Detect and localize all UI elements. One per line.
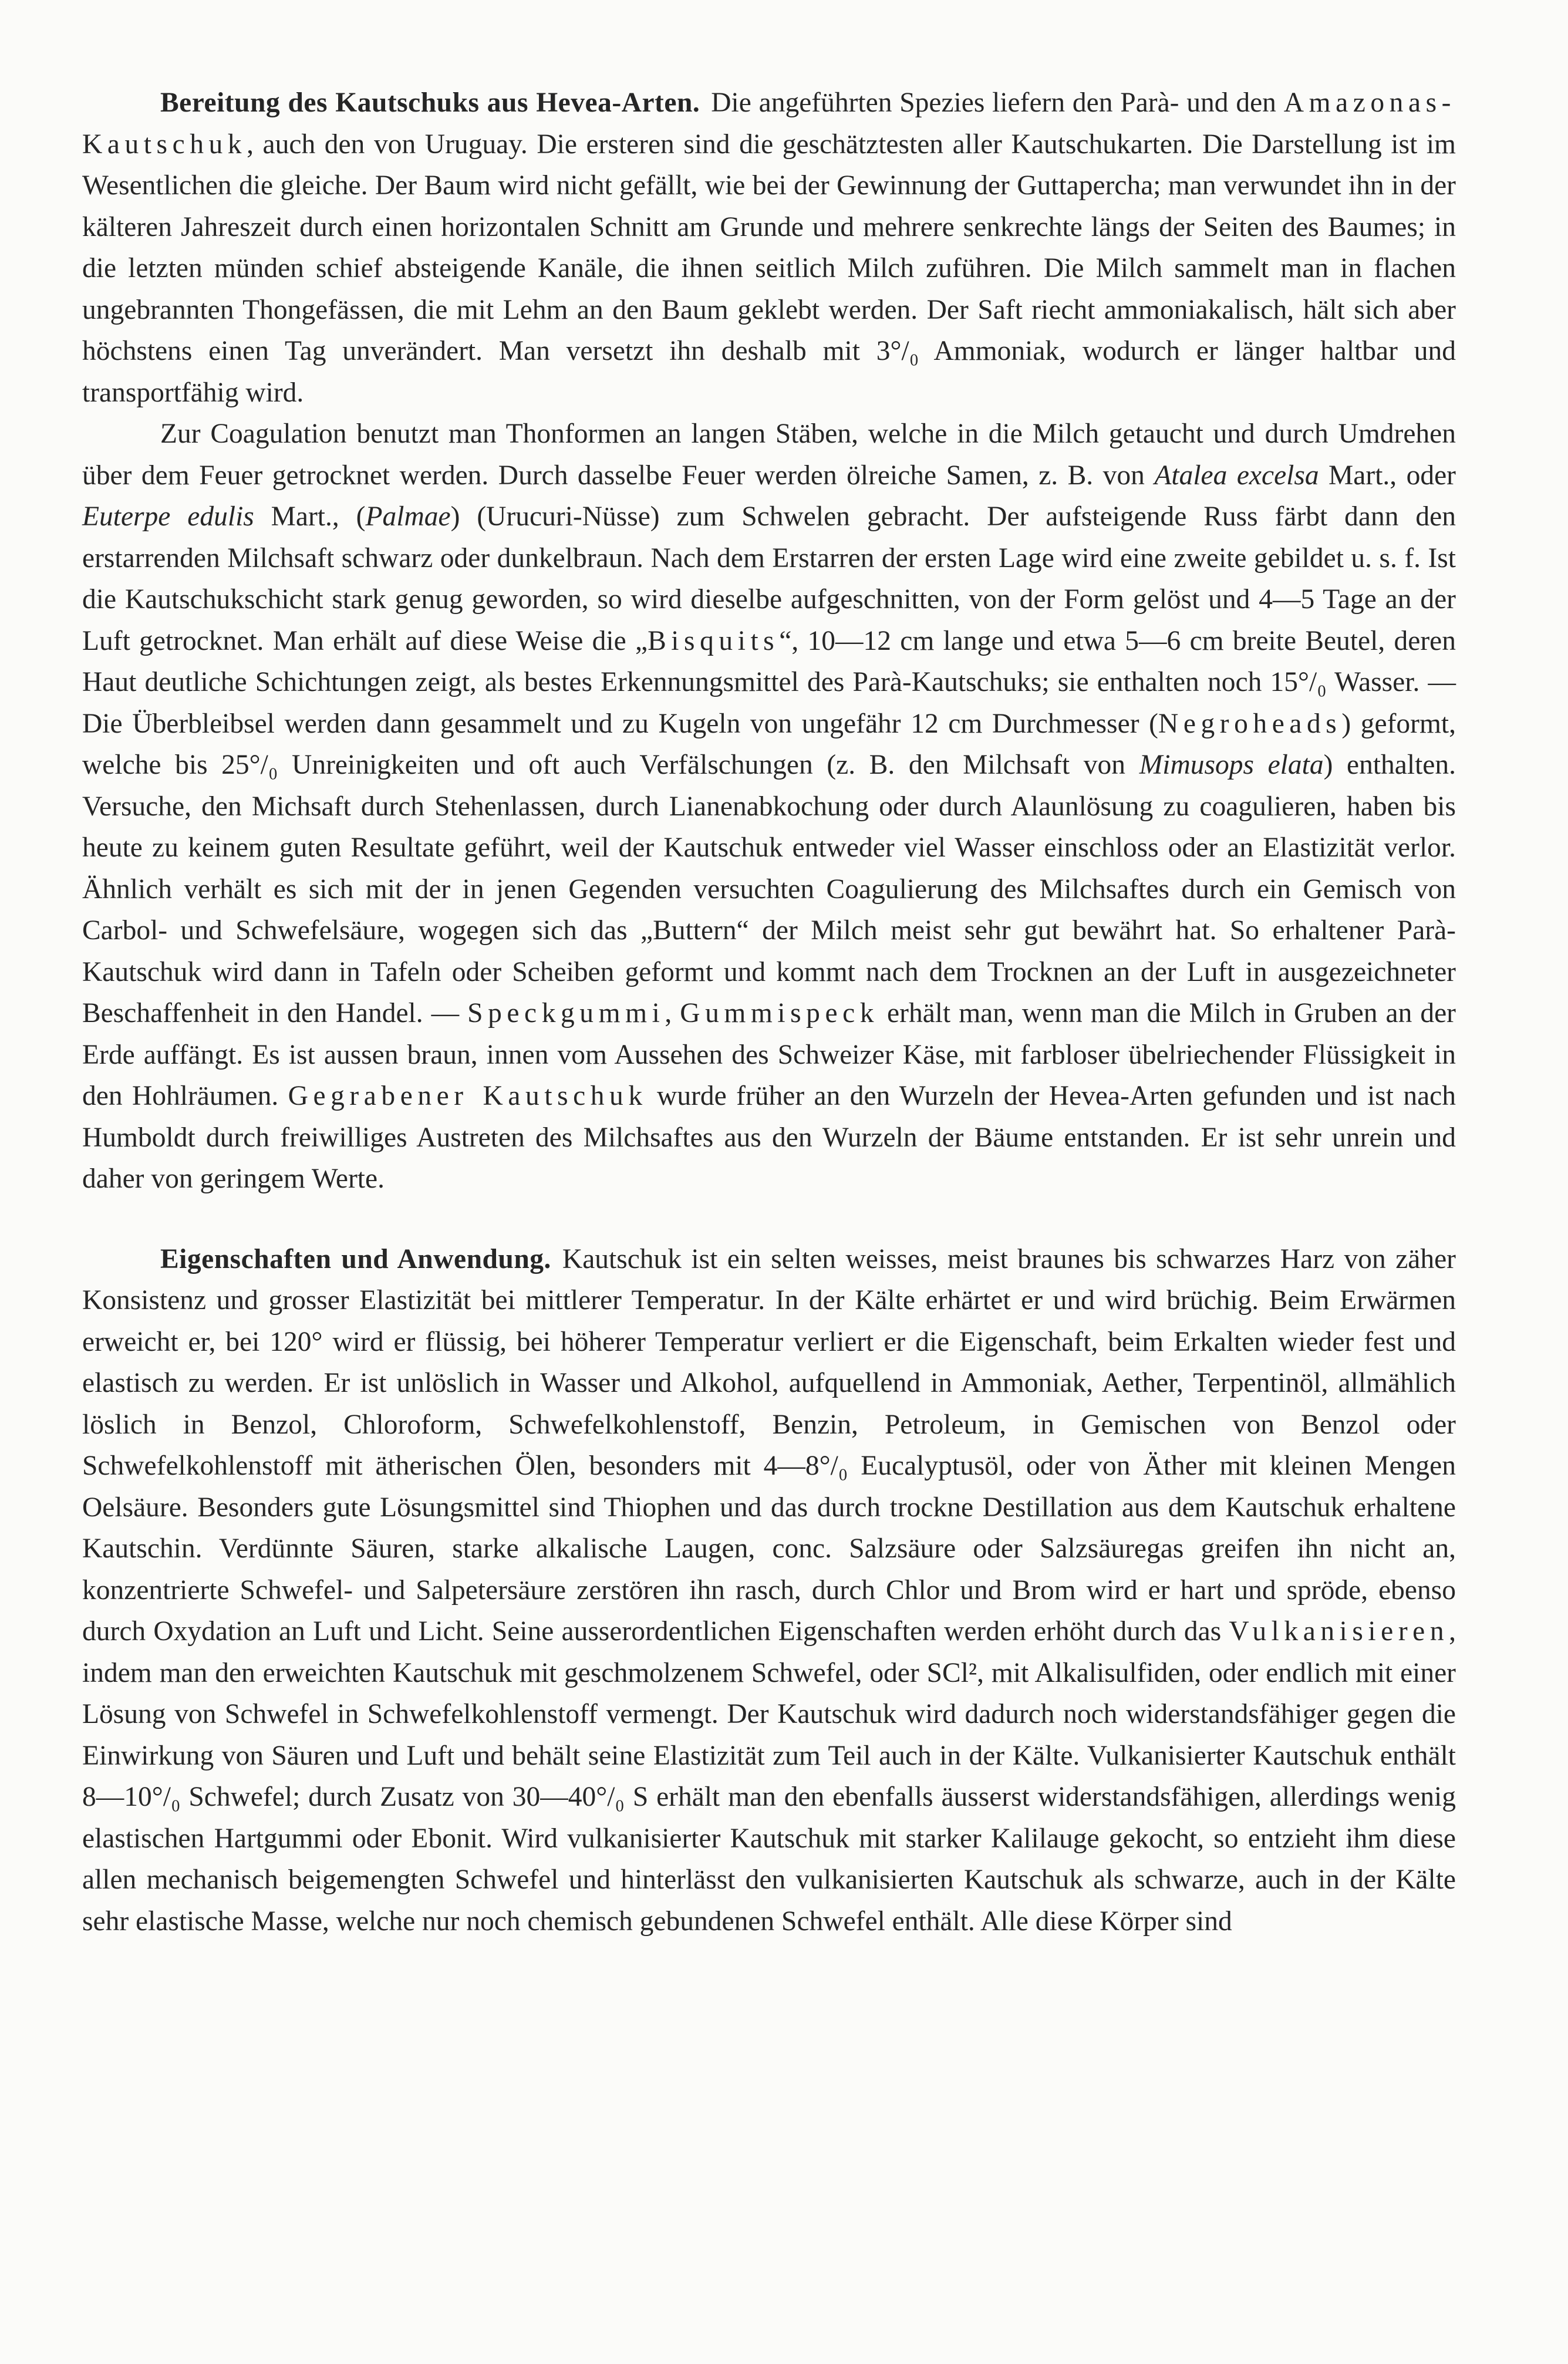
spaced-term: Amazonas-Kautschuk (82, 87, 1456, 160)
spaced-term: Vulkanisieren (1229, 1616, 1449, 1647)
species-name: Euterpe edulis (82, 501, 254, 532)
text-run: , indem man den erweichten Kautschuk mit geschmolzenem Schwefel, oder SCl², mit Alkalisulfiden, oder endlich mit einer Lösung von Schwefel in Schwefelkohlenstoff vermengt. Der Kautschuk wird dadurch noch widerstandsfähiger gegen die Einwirkung von Säuren und Luft und behält seine Elastizität zum Teil auch in der Kälte. Vulkanisierter Kautschuk enthält 8—10°/₀ Schwefel; durch Zusatz von 30—40°/₀ S erhält man den ebenfalls äusserst widerstandsfähigen, allerdings wenig elastischen Hartgummi oder Ebonit. Wird vulkanisierter Kautschuk mit starker Kalilauge gekocht, so entzieht ihm diese allen mechanisch beigemengten Schwefel und hinterlässt den vulkanisierten Kautschuk als schwarze, auch in der Kälte sehr elastische Masse, welche nur noch chemisch gebundenen Schwefel enthält. Alle diese Körper sind (82, 1616, 1456, 1937)
section-heading-eigenschaften: Eigenschaften und Anwendung. (160, 1243, 551, 1274)
text-run: erhält man, wenn man die Milch in Gruben an der Erde auffängt. Es ist aussen braun, innen vom Aussehen des Schweizer Käse, mit farbloser übelriechender Flüssigkeit in den Hohlräumen. (82, 998, 1456, 1111)
spaced-term: Speckgummi (467, 998, 665, 1028)
species-name: Atalea excelsa (1154, 460, 1319, 491)
text-run: Zur Coagulation benutzt man Thonformen an langen Stäben, welche in die Milch getaucht und durch Umdrehen über dem Feuer getrocknet werden. Durch dasselbe Feuer werden ölreiche Samen, z. B. von (82, 419, 1456, 491)
family-name: Palmae (365, 501, 451, 532)
text-run: ) geformt, welche bis 25°/₀ Unreinigkeiten und oft auch Verfälschungen (z. B. den Milchsaft von (82, 708, 1456, 780)
text-run: , (665, 998, 680, 1028)
text-run: , auch den von Uruguay. Die ersteren sind die geschätztesten aller Kautschukarten. Die Darstellung ist im Wesentlichen die gleiche. Der Baum wird nicht gefällt, wie bei der Gewinnung der Guttapercha; man verwundet ihn in der kälteren Jahreszeit durch einen horizontalen Schnitt am Grunde und mehrere senkrechte längs der Seiten des Baumes; in die letzten münden schief absteigende Kanäle, die ihnen seitlich Milch zuführen. Die Milch sammelt man in flachen ungebrannten Thongefässen, die mit Lehm an den Baum geklebt werden. Der Saft riecht ammoniakalisch, hält sich aber höchstens einen Tag unverändert. Man versetzt ihn deshalb mit 3°/₀ Ammoniak, wodurch er länger haltbar und transportfähig wird. (82, 129, 1456, 408)
spaced-term: Gummispeck (680, 998, 879, 1028)
spaced-term: Gegrabener Kautschuk (288, 1081, 648, 1111)
document-page (82, 82, 1456, 1942)
text-run: “, 10—12 cm lange und etwa 5—6 cm breite Beutel, deren Haut deutliche Schichtungen zeigt, als bestes Erkennungsmittel des Parà-Kautschuks; sie enthalten noch 15°/₀ Wasser. — Die Überbleibsel werden dann gesammelt und zu Kugeln von ungefähr 12 cm Durchmesser ( (82, 625, 1456, 739)
section-heading-bereitung: Bereitung des Kautschuks aus Hevea-Arten. (160, 87, 700, 118)
paragraph-coagulation (82, 413, 1456, 1200)
paragraph-bereitung (82, 82, 1456, 413)
text-run: wurde früher an den Wurzeln der Hevea-Arten gefunden und ist nach Humboldt durch freiwilliges Austreten des Milchsaftes aus den Wurzeln der Bäume entstanden. Er ist sehr unrein und daher von geringem Werte. (82, 1081, 1456, 1194)
paragraph-eigenschaften (82, 1239, 1456, 1943)
text-run: ) enthalten. Versuche, den Michsaft durch Stehenlassen, durch Lianenabkochung oder durch Alaunlösung zu coagulieren, haben bis heute zu keinem guten Resultate geführt, weil der Kautschuk entweder viel Wasser einschloss oder an Elastizität verlor. Ähnlich verhält es sich mit der in jenen Gegenden versuchten Coagulierung des Milchsaftes durch ein Gemisch von Carbol- und Schwefelsäure, wogegen sich das „Buttern“ der Milch meist sehr gut bewährt hat. So erhaltener Parà-Kautschuk wird dann in Tafeln oder Scheiben geformt und kommt nach dem Trocknen an der Luft in ausgezeichneter Beschaffenheit in den Handel. — (82, 750, 1456, 1028)
spaced-term: Negroheads (1158, 708, 1342, 739)
text-run: Die angeführten Spezies liefern den Parà- und den (711, 87, 1284, 118)
text-run: ) (Urucuri-Nüsse) zum Schwelen gebracht. Der aufsteigende Russ färbt dann den erstarrenden Milchsaft schwarz oder dunkelbraun. Nach dem Erstarren der ersten Lage wird eine zweite gebildet u. s. f. Ist die Kautschukschicht stark genug geworden, so wird dieselbe aufgeschnitten, von der Form gelöst und 4—5 Tage an der Luft getrocknet. Man erhält auf diese Weise die „ (82, 501, 1456, 656)
text-run: Mart., ( (254, 501, 366, 532)
text-run: Kautschuk ist ein selten weisses, meist braunes bis schwarzes Harz von zäher Konsistenz und grosser Elastizität bei mittlerer Temperatur. In der Kälte erhärtet er und wird brüchig. Beim Erwärmen erweicht er, bei 120° wird er flüssig, bei höherer Temperatur verliert er die Eigenschaft, beim Erkalten wieder fest und elastisch zu werden. Er ist unlöslich in Wasser und Alkohol, aufquellend in Ammoniak, Aether, Terpentinöl, allmählich löslich in Benzol, Chloroform, Schwefelkohlenstoff, Benzin, Petroleum, in Gemischen von Benzol oder Schwefelkohlenstoff mit ätherischen Ölen, besonders mit 4—8°/₀ Eucalyptusöl, oder von Äther mit kleinen Mengen Oelsäure. Besonders gute Lösungsmittel sind Thiophen und das durch trockne Destillation aus dem Kautschuk erhaltene Kautschin. Verdünnte Säuren, starke alkalische Laugen, conc. Salzsäure oder Salzsäuregas greifen ihn nicht an, konzentrierte Schwefel- und Salpetersäure zerstören ihn rasch, durch Chlor und Brom wird er hart und spröde, ebenso durch Oxydation an Luft und Licht. Seine ausserordentlichen Eigenschaften werden erhöht durch das (82, 1243, 1456, 1647)
species-name: Mimusops elata (1139, 750, 1324, 780)
spaced-term: Bisquits (648, 625, 780, 656)
text-run: Mart., oder (1319, 460, 1456, 491)
